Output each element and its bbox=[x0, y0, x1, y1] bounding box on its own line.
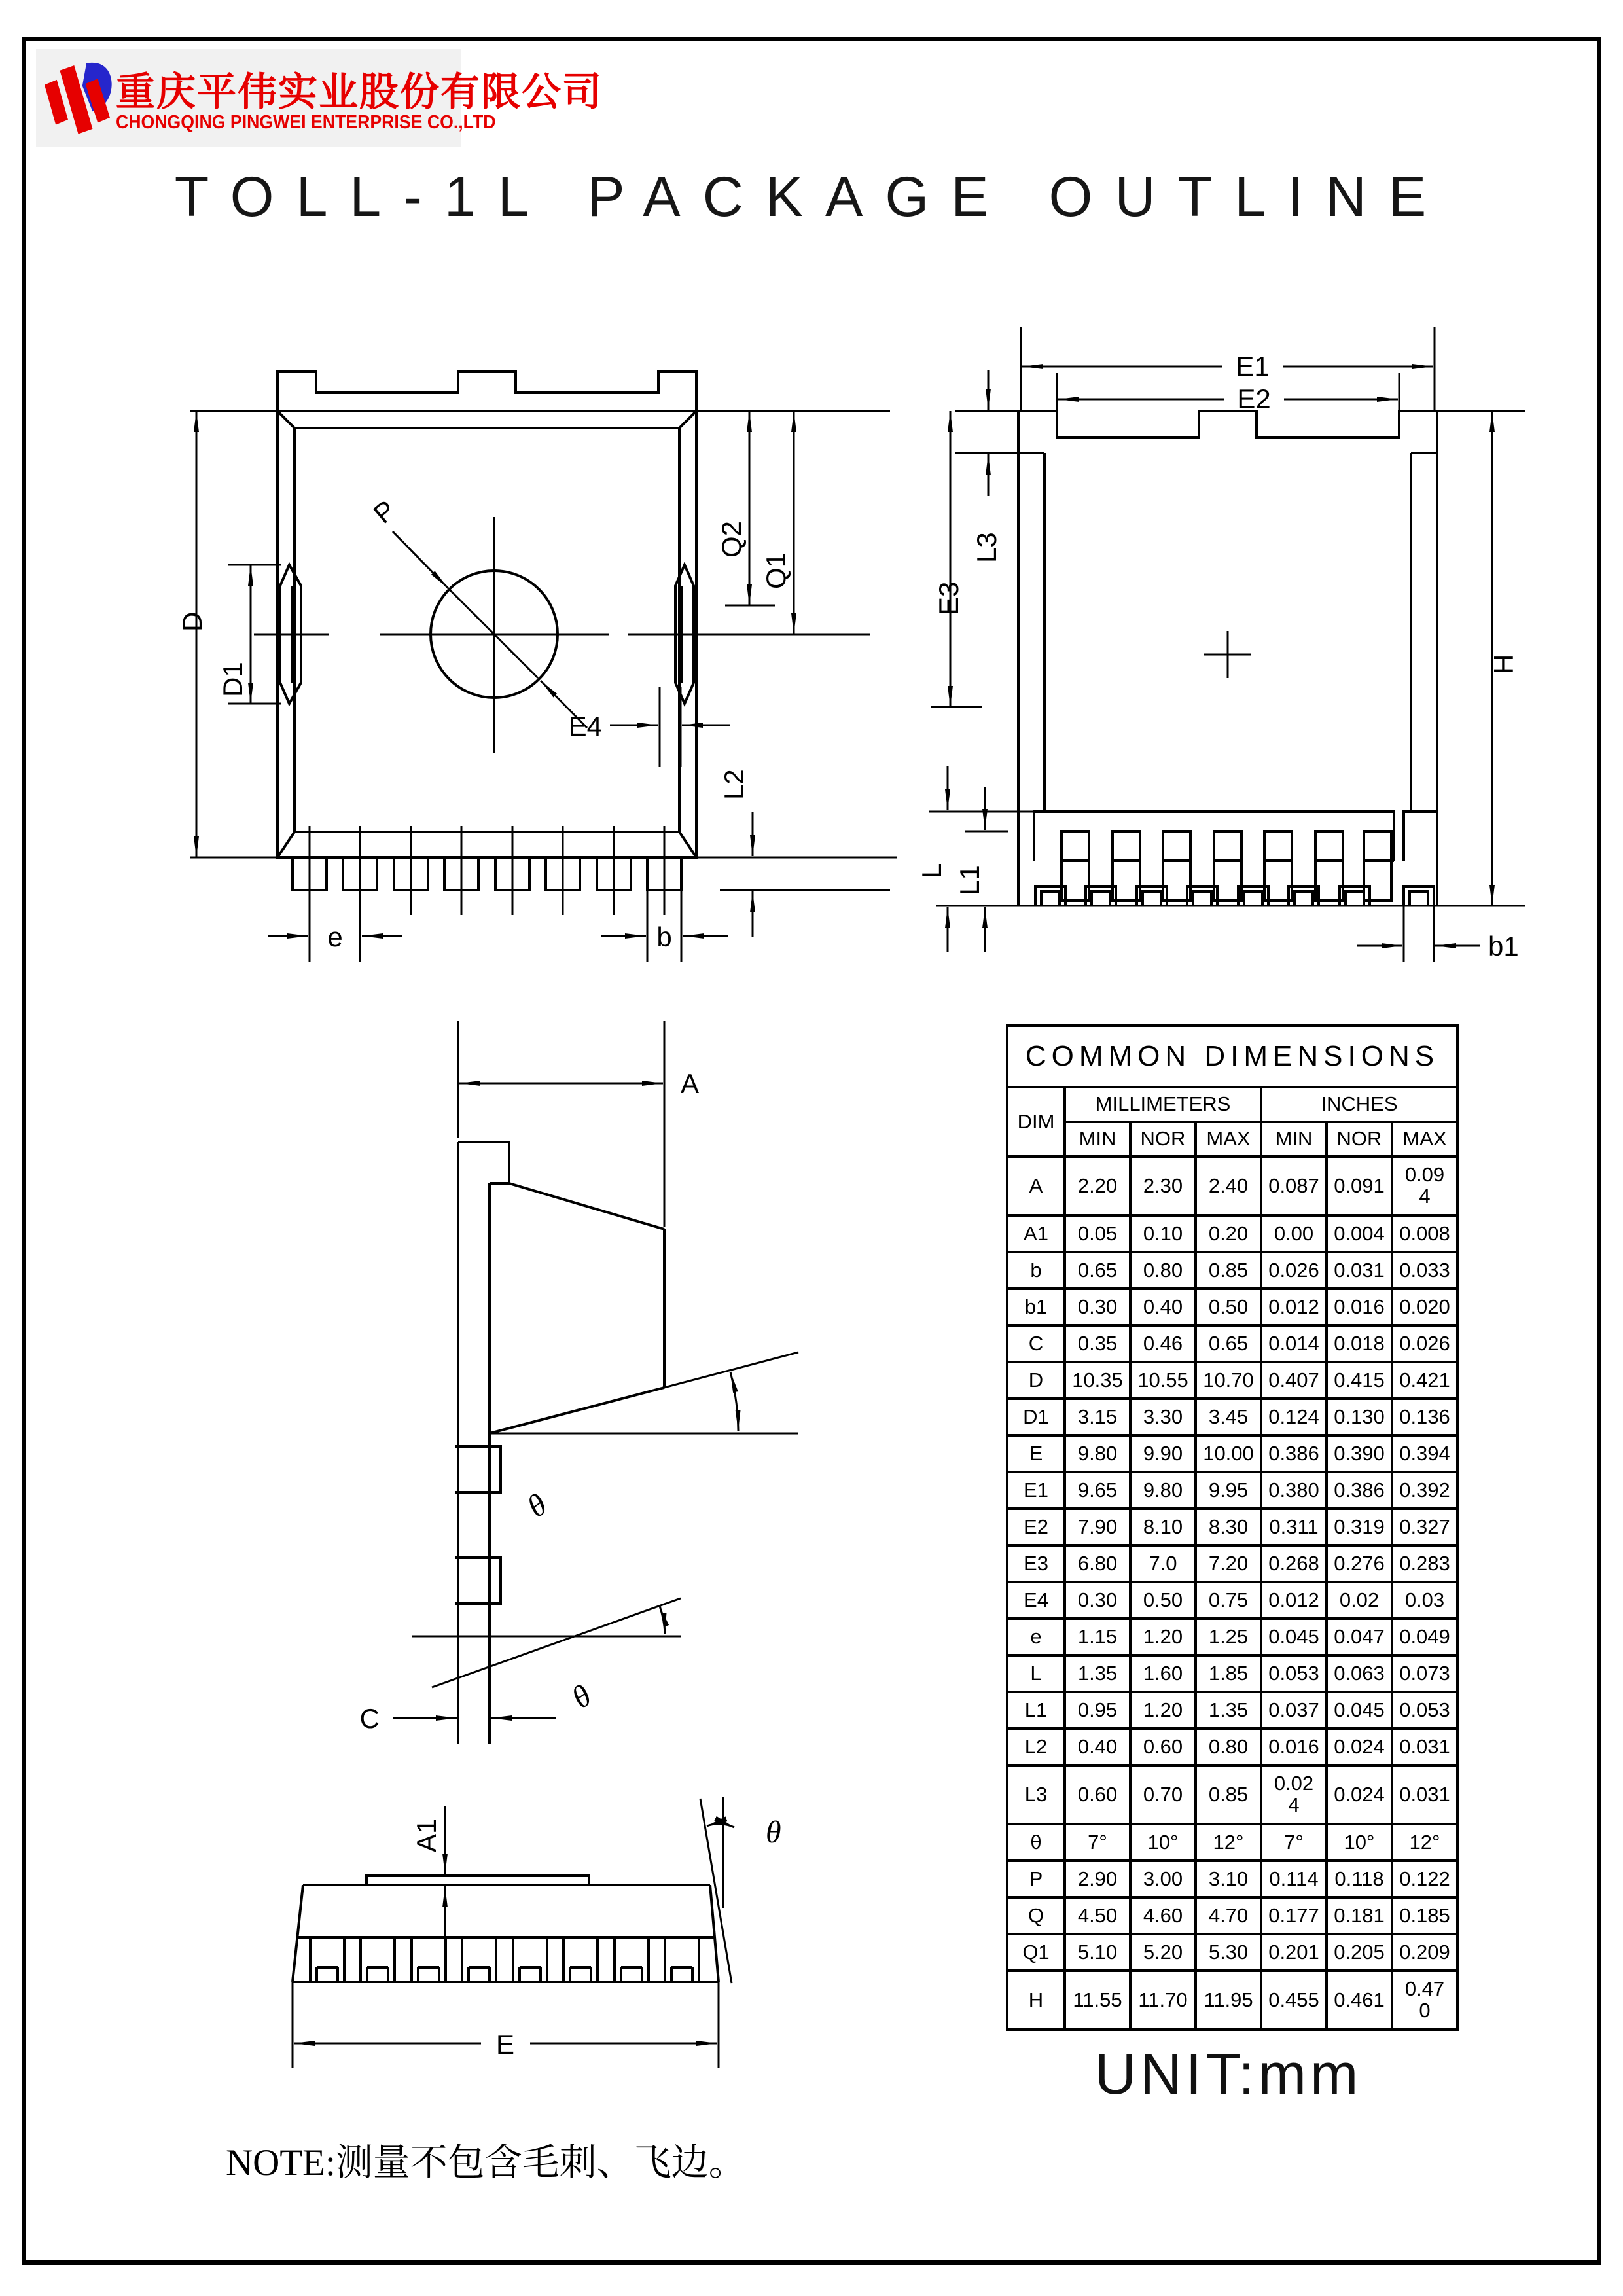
value-cell: 0.008 bbox=[1392, 1215, 1457, 1252]
value-cell: 7° bbox=[1065, 1824, 1130, 1861]
dim-cell: P bbox=[1007, 1861, 1065, 1897]
table-row bbox=[1007, 1692, 1457, 1729]
value-cell: 0.80 bbox=[1196, 1729, 1261, 1765]
table-row bbox=[1007, 1362, 1457, 1399]
value-cell: 0.118 bbox=[1327, 1861, 1392, 1897]
dim-cell: e bbox=[1007, 1619, 1065, 1655]
value-cell: 0.80 bbox=[1130, 1252, 1196, 1289]
back-view-drawing bbox=[916, 308, 1623, 1001]
value-cell: 0.136 bbox=[1392, 1399, 1457, 1435]
value-cell: 0.012 bbox=[1261, 1289, 1327, 1325]
dim-label-a1: A1 bbox=[411, 1818, 442, 1852]
value-cell: 0.60 bbox=[1130, 1729, 1196, 1765]
value-cell: 8.30 bbox=[1196, 1509, 1261, 1545]
table-row bbox=[1007, 1934, 1457, 1971]
dim-label-e4: E4 bbox=[568, 711, 602, 742]
value-cell: 0.012 bbox=[1261, 1582, 1327, 1619]
value-cell: 0.053 bbox=[1261, 1655, 1327, 1692]
dim-column-header: DIM bbox=[1007, 1087, 1065, 1157]
value-cell: 8.10 bbox=[1130, 1509, 1196, 1545]
dim-cell: A1 bbox=[1007, 1215, 1065, 1252]
dim-label-theta: θ bbox=[766, 1815, 781, 1850]
value-cell: 0.386 bbox=[1327, 1472, 1392, 1509]
dim-label-l3: L3 bbox=[971, 532, 1002, 563]
value-cell: 0.20 bbox=[1196, 1215, 1261, 1252]
dim-label-b: b bbox=[656, 922, 672, 952]
dim-cell: θ bbox=[1007, 1824, 1065, 1861]
value-cell: 10° bbox=[1327, 1824, 1392, 1861]
value-cell: 2.90 bbox=[1065, 1861, 1130, 1897]
value-cell: 0.65 bbox=[1065, 1252, 1130, 1289]
value-cell: 0.05 bbox=[1065, 1215, 1130, 1252]
value-cell: 0.50 bbox=[1130, 1582, 1196, 1619]
value-cell: 3.15 bbox=[1065, 1399, 1130, 1435]
value-cell: 0.386 bbox=[1261, 1435, 1327, 1472]
value-cell: 1.25 bbox=[1196, 1619, 1261, 1655]
value-cell: 10.70 bbox=[1196, 1362, 1261, 1399]
table-row bbox=[1007, 1215, 1457, 1252]
value-cell: 0.031 bbox=[1392, 1765, 1457, 1824]
col-header: MAX bbox=[1392, 1122, 1457, 1157]
value-cell: 0.50 bbox=[1196, 1289, 1261, 1325]
value-cell: 1.85 bbox=[1196, 1655, 1261, 1692]
dim-label-h: H bbox=[1488, 654, 1519, 674]
value-cell: 1.60 bbox=[1130, 1655, 1196, 1692]
dim-label-theta-upper: θ bbox=[520, 1487, 554, 1525]
value-cell: 0.094 bbox=[1392, 1157, 1457, 1215]
value-cell: 1.35 bbox=[1065, 1655, 1130, 1692]
value-cell: 0.020 bbox=[1392, 1289, 1457, 1325]
value-cell: 0.073 bbox=[1392, 1655, 1457, 1692]
table-row bbox=[1007, 1509, 1457, 1545]
value-cell: 12° bbox=[1196, 1824, 1261, 1861]
value-cell: 0.276 bbox=[1327, 1545, 1392, 1582]
value-cell: 0.201 bbox=[1261, 1934, 1327, 1971]
value-cell: 0.014 bbox=[1261, 1325, 1327, 1362]
value-cell: 4.60 bbox=[1130, 1897, 1196, 1934]
value-cell: 4.70 bbox=[1196, 1897, 1261, 1934]
company-header bbox=[36, 49, 603, 147]
dim-cell: L bbox=[1007, 1655, 1065, 1692]
value-cell: 1.15 bbox=[1065, 1619, 1130, 1655]
value-cell: 0.016 bbox=[1261, 1729, 1327, 1765]
table-title: COMMON DIMENSIONS bbox=[1007, 1026, 1457, 1087]
value-cell: 0.016 bbox=[1327, 1289, 1392, 1325]
value-cell: 0.209 bbox=[1392, 1934, 1457, 1971]
dim-label-p: P bbox=[367, 493, 402, 529]
dim-label-e: E bbox=[495, 2029, 515, 2060]
value-cell: 0.394 bbox=[1392, 1435, 1457, 1472]
value-cell: 0.461 bbox=[1327, 1971, 1392, 2030]
value-cell: 9.80 bbox=[1065, 1435, 1130, 1472]
value-cell: 3.45 bbox=[1196, 1399, 1261, 1435]
table-row bbox=[1007, 1729, 1457, 1765]
col-header: NOR bbox=[1327, 1122, 1392, 1157]
dim-cell: D bbox=[1007, 1362, 1065, 1399]
value-cell: 0.026 bbox=[1392, 1325, 1457, 1362]
value-cell: 0.35 bbox=[1065, 1325, 1130, 1362]
value-cell: 0.031 bbox=[1392, 1729, 1457, 1765]
value-cell: 0.65 bbox=[1196, 1325, 1261, 1362]
value-cell: 0.091 bbox=[1327, 1157, 1392, 1215]
dim-label-theta-lower: θ bbox=[565, 1678, 598, 1716]
top-view-drawing bbox=[177, 353, 903, 1054]
value-cell: 0.063 bbox=[1327, 1655, 1392, 1692]
table-row bbox=[1007, 1289, 1457, 1325]
value-cell: 0.390 bbox=[1327, 1435, 1392, 1472]
dim-cell: L1 bbox=[1007, 1692, 1065, 1729]
value-cell: 0.122 bbox=[1392, 1861, 1457, 1897]
dim-label-a: A bbox=[681, 1068, 700, 1099]
millimeters-group-header: MILLIMETERS bbox=[1065, 1087, 1261, 1122]
table-row bbox=[1007, 1157, 1457, 1215]
value-cell: 10° bbox=[1130, 1824, 1196, 1861]
note-text: NOTE:测量不包含毛刺、飞边。 bbox=[226, 2142, 746, 2183]
dim-cell: E bbox=[1007, 1435, 1065, 1472]
value-cell: 0.037 bbox=[1261, 1692, 1327, 1729]
value-cell: 0.026 bbox=[1261, 1252, 1327, 1289]
value-cell: 0.30 bbox=[1065, 1582, 1130, 1619]
value-cell: 0.024 bbox=[1327, 1729, 1392, 1765]
value-cell: 0.047 bbox=[1327, 1619, 1392, 1655]
value-cell: 7.0 bbox=[1130, 1545, 1196, 1582]
table-row bbox=[1007, 1252, 1457, 1289]
table-row bbox=[1007, 1325, 1457, 1362]
value-cell: 4.50 bbox=[1065, 1897, 1130, 1934]
value-cell: 0.024 bbox=[1327, 1765, 1392, 1824]
value-cell: 0.95 bbox=[1065, 1692, 1130, 1729]
value-cell: 0.03 bbox=[1392, 1582, 1457, 1619]
value-cell: 0.045 bbox=[1261, 1619, 1327, 1655]
value-cell: 12° bbox=[1392, 1824, 1457, 1861]
value-cell: 11.95 bbox=[1196, 1971, 1261, 2030]
value-cell: 10.35 bbox=[1065, 1362, 1130, 1399]
value-cell: 0.70 bbox=[1130, 1765, 1196, 1824]
dim-label-l2: L2 bbox=[719, 769, 749, 800]
value-cell: 0.031 bbox=[1327, 1252, 1392, 1289]
company-name-cn: 重庆平伟实业股份有限公司 bbox=[116, 70, 603, 114]
value-cell: 2.20 bbox=[1065, 1157, 1130, 1215]
value-cell: 0.02 bbox=[1327, 1582, 1392, 1619]
front-view-drawing bbox=[249, 1780, 870, 2088]
inches-group-header: INCHES bbox=[1261, 1087, 1457, 1122]
value-cell: 0.181 bbox=[1327, 1897, 1392, 1934]
value-cell: 0.319 bbox=[1327, 1509, 1392, 1545]
value-cell: 9.65 bbox=[1065, 1472, 1130, 1509]
value-cell: 9.95 bbox=[1196, 1472, 1261, 1509]
unit-label: UNIT:mm bbox=[1094, 2041, 1363, 2106]
dim-label-e2: E2 bbox=[1237, 384, 1271, 414]
value-cell: 11.55 bbox=[1065, 1971, 1130, 2030]
dim-cell: b1 bbox=[1007, 1289, 1065, 1325]
table-row bbox=[1007, 1435, 1457, 1472]
value-cell: 0.311 bbox=[1261, 1509, 1327, 1545]
dim-cell: C bbox=[1007, 1325, 1065, 1362]
dim-cell: L3 bbox=[1007, 1765, 1065, 1824]
value-cell: 5.30 bbox=[1196, 1934, 1261, 1971]
dim-label-q1: Q1 bbox=[760, 552, 791, 589]
table-row bbox=[1007, 1861, 1457, 1897]
value-cell: 5.20 bbox=[1130, 1934, 1196, 1971]
value-cell: 3.10 bbox=[1196, 1861, 1261, 1897]
dim-cell: D1 bbox=[1007, 1399, 1065, 1435]
value-cell: 0.46 bbox=[1130, 1325, 1196, 1362]
dim-cell: E2 bbox=[1007, 1509, 1065, 1545]
table-row bbox=[1007, 1765, 1457, 1824]
col-header: MAX bbox=[1196, 1122, 1261, 1157]
value-cell: 1.35 bbox=[1196, 1692, 1261, 1729]
value-cell: 0.114 bbox=[1261, 1861, 1327, 1897]
value-cell: 0.087 bbox=[1261, 1157, 1327, 1215]
value-cell: 0.00 bbox=[1261, 1215, 1327, 1252]
company-name-en: CHONGQING PINGWEI ENTERPRISE CO.,LTD bbox=[116, 112, 496, 133]
value-cell: 0.407 bbox=[1261, 1362, 1327, 1399]
value-cell: 3.30 bbox=[1130, 1399, 1196, 1435]
dim-cell: Q bbox=[1007, 1897, 1065, 1934]
value-cell: 1.20 bbox=[1130, 1692, 1196, 1729]
table-row bbox=[1007, 1897, 1457, 1934]
table-row bbox=[1007, 1971, 1457, 2030]
table-row bbox=[1007, 1582, 1457, 1619]
dim-cell: b bbox=[1007, 1252, 1065, 1289]
value-cell: 0.018 bbox=[1327, 1325, 1392, 1362]
col-header: MIN bbox=[1261, 1122, 1327, 1157]
page-title: TOLL-1L PACKAGE OUTLINE bbox=[174, 166, 1449, 228]
value-cell: 7.20 bbox=[1196, 1545, 1261, 1582]
value-cell: 5.10 bbox=[1065, 1934, 1130, 1971]
value-cell: 0.85 bbox=[1196, 1252, 1261, 1289]
dim-cell: A bbox=[1007, 1157, 1065, 1215]
value-cell: 2.30 bbox=[1130, 1157, 1196, 1215]
value-cell: 0.130 bbox=[1327, 1399, 1392, 1435]
value-cell: 0.10 bbox=[1130, 1215, 1196, 1252]
value-cell: 0.380 bbox=[1261, 1472, 1327, 1509]
value-cell: 0.049 bbox=[1392, 1619, 1457, 1655]
value-cell: 0.045 bbox=[1327, 1692, 1392, 1729]
table-row bbox=[1007, 1545, 1457, 1582]
dim-cell: H bbox=[1007, 1971, 1065, 2030]
value-cell: 1.20 bbox=[1130, 1619, 1196, 1655]
dim-cell: E3 bbox=[1007, 1545, 1065, 1582]
col-header: MIN bbox=[1065, 1122, 1130, 1157]
dimensions-table bbox=[1006, 1024, 1459, 2031]
dim-label-l1: L1 bbox=[954, 865, 985, 895]
dim-cell: Q1 bbox=[1007, 1934, 1065, 1971]
dim-label-e3: E3 bbox=[933, 581, 964, 615]
value-cell: 0.415 bbox=[1327, 1362, 1392, 1399]
value-cell: 0.004 bbox=[1327, 1215, 1392, 1252]
dim-label-q2: Q2 bbox=[716, 520, 747, 558]
value-cell: 0.033 bbox=[1392, 1252, 1457, 1289]
value-cell: 0.75 bbox=[1196, 1582, 1261, 1619]
table-row bbox=[1007, 1824, 1457, 1861]
table-row bbox=[1007, 1619, 1457, 1655]
value-cell: 0.85 bbox=[1196, 1765, 1261, 1824]
value-cell: 0.470 bbox=[1392, 1971, 1457, 2030]
dimensions-table-body bbox=[1007, 1157, 1457, 2030]
value-cell: 0.40 bbox=[1130, 1289, 1196, 1325]
dim-label-l: L bbox=[916, 863, 947, 878]
value-cell: 0.283 bbox=[1392, 1545, 1457, 1582]
side-view-drawing bbox=[314, 1001, 838, 1761]
dim-cell: L2 bbox=[1007, 1729, 1065, 1765]
dim-label-b1: b1 bbox=[1488, 931, 1519, 961]
value-cell: 0.268 bbox=[1261, 1545, 1327, 1582]
dim-label-c: C bbox=[359, 1703, 380, 1734]
dim-label-d: D bbox=[177, 611, 207, 632]
dim-label-e1: E1 bbox=[1236, 351, 1270, 382]
value-cell: 11.70 bbox=[1130, 1971, 1196, 2030]
value-cell: 7.90 bbox=[1065, 1509, 1130, 1545]
table-row bbox=[1007, 1655, 1457, 1692]
value-cell: 0.40 bbox=[1065, 1729, 1130, 1765]
value-cell: 0.185 bbox=[1392, 1897, 1457, 1934]
value-cell: 9.90 bbox=[1130, 1435, 1196, 1472]
value-cell: 0.421 bbox=[1392, 1362, 1457, 1399]
value-cell: 0.60 bbox=[1065, 1765, 1130, 1824]
table-row bbox=[1007, 1472, 1457, 1509]
value-cell: 0.177 bbox=[1261, 1897, 1327, 1934]
value-cell: 9.80 bbox=[1130, 1472, 1196, 1509]
value-cell: 0.392 bbox=[1392, 1472, 1457, 1509]
value-cell: 3.00 bbox=[1130, 1861, 1196, 1897]
value-cell: 10.55 bbox=[1130, 1362, 1196, 1399]
table-row bbox=[1007, 1399, 1457, 1435]
value-cell: 6.80 bbox=[1065, 1545, 1130, 1582]
dim-cell: E4 bbox=[1007, 1582, 1065, 1619]
value-cell: 0.455 bbox=[1261, 1971, 1327, 2030]
value-cell: 2.40 bbox=[1196, 1157, 1261, 1215]
value-cell: 0.30 bbox=[1065, 1289, 1130, 1325]
dim-label-e: e bbox=[327, 922, 343, 952]
value-cell: 0.024 bbox=[1261, 1765, 1327, 1824]
dim-cell: E1 bbox=[1007, 1472, 1065, 1509]
value-cell: 0.205 bbox=[1327, 1934, 1392, 1971]
company-logo-icon bbox=[41, 58, 113, 140]
value-cell: 0.327 bbox=[1392, 1509, 1457, 1545]
value-cell: 0.124 bbox=[1261, 1399, 1327, 1435]
value-cell: 0.053 bbox=[1392, 1692, 1457, 1729]
value-cell: 10.00 bbox=[1196, 1435, 1261, 1472]
value-cell: 7° bbox=[1261, 1824, 1327, 1861]
col-header: NOR bbox=[1130, 1122, 1196, 1157]
dim-label-d1: D1 bbox=[217, 662, 248, 697]
